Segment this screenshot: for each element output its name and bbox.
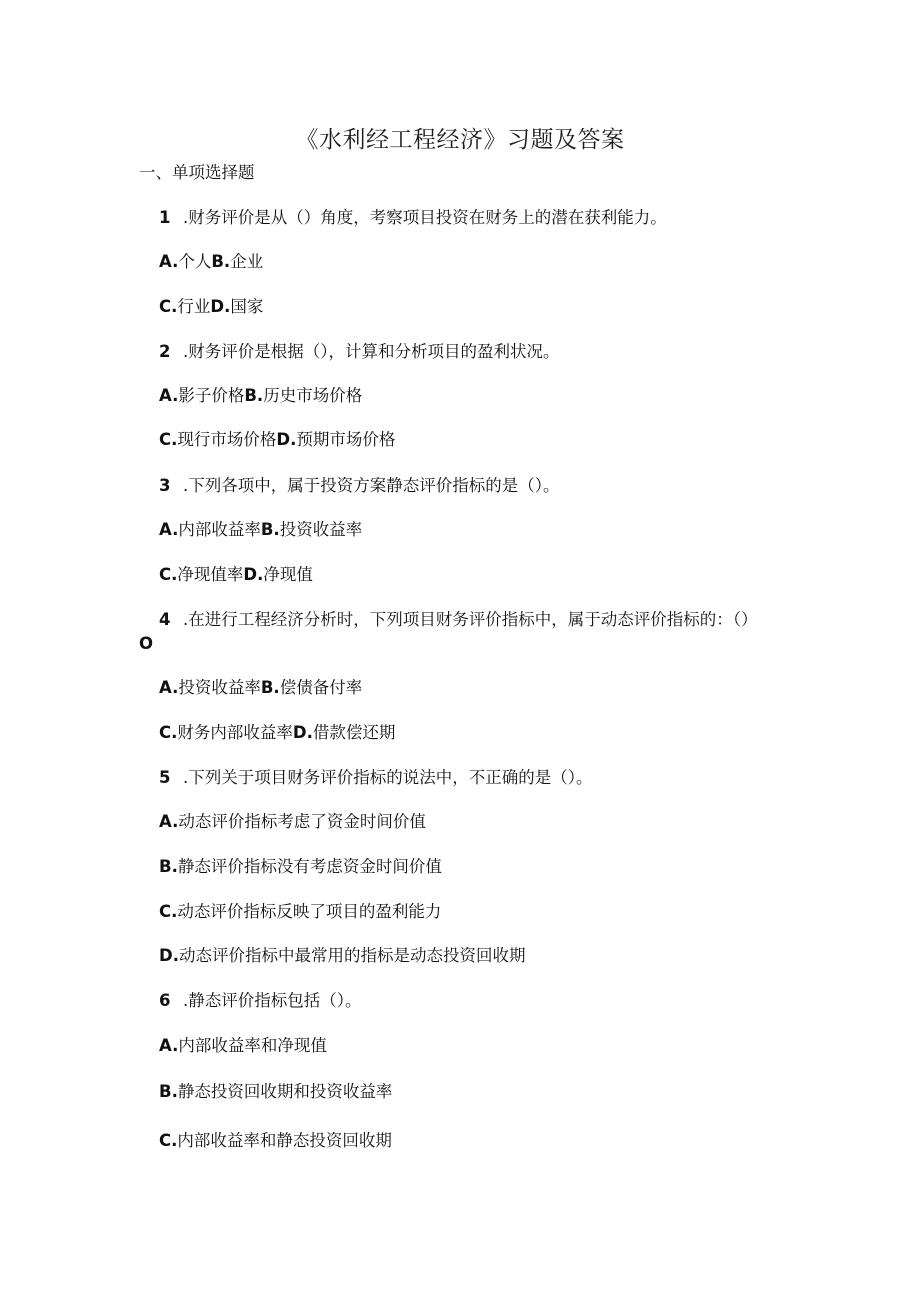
- question-5-option-d: D.动态评价指标中最常用的指标是动态投资回收期: [159, 946, 526, 965]
- question-text: .在进行工程经济分析时，下列项目财务评价指标中，属于动态评价指标的：（）: [183, 610, 758, 629]
- question-6-option-c: C.内部收益率和静态投资回收期: [159, 1131, 392, 1150]
- section-heading: 一、单项选择题: [139, 163, 255, 182]
- question-2: [159, 341, 560, 363]
- question-5-option-c: C.动态评价指标反映了项目的盈利能力: [159, 902, 442, 921]
- question-number: 2: [159, 342, 171, 361]
- question-2-options-ab: A.影子价格B.历史市场价格: [159, 386, 363, 405]
- question-number: 1: [159, 208, 171, 227]
- question-1-options-cd: C.行业D.国家: [159, 297, 264, 316]
- question-5-option-a: A.动态评价指标考虑了资金时间价值: [159, 812, 426, 831]
- question-3: [159, 475, 560, 497]
- question-number: 6: [159, 991, 171, 1010]
- question-6: [159, 990, 362, 1012]
- question-4-continuation: O: [139, 634, 154, 653]
- question-4-options-cd: C.财务内部收益率D.借款偿还期: [159, 723, 396, 742]
- question-text: .下列各项中，属于投资方案静态评价指标的是（）。: [183, 476, 560, 495]
- question-number: 3: [159, 476, 171, 495]
- question-text: .静态评价指标包括（）。: [183, 991, 362, 1010]
- question-5: [159, 767, 593, 789]
- question-text: .财务评价是从（）角度，考察项目投资在财务上的潜在获利能力。: [183, 208, 667, 227]
- document-title: 《水利经工程经济》习题及答案: [295, 127, 625, 153]
- question-text: .下列关于项目财务评价指标的说法中，不正确的是（）。: [183, 768, 593, 787]
- question-4-options-ab: A.投资收益率B.偿债备付率: [159, 678, 363, 697]
- question-2-options-cd: C.现行市场价格D.预期市场价格: [159, 430, 396, 449]
- question-1: [159, 207, 667, 229]
- question-3-options-ab: A.内部收益率B.投资收益率: [159, 520, 363, 539]
- question-3-options-cd: C.净现值率D.净现值: [159, 565, 313, 584]
- question-6-option-a: A.内部收益率和净现值: [159, 1036, 327, 1055]
- question-6-option-b: B.静态投资回收期和投资收益率: [159, 1082, 393, 1101]
- question-number: 5: [159, 768, 171, 787]
- question-number: 4: [159, 610, 171, 629]
- question-1-options-ab: A.个人B.企业: [159, 252, 264, 271]
- question-4: [159, 609, 758, 631]
- question-text: .财务评价是根据（），计算和分析项目的盈利状况。: [183, 342, 560, 361]
- question-5-option-b: B.静态评价指标没有考虑资金时间价值: [159, 857, 442, 876]
